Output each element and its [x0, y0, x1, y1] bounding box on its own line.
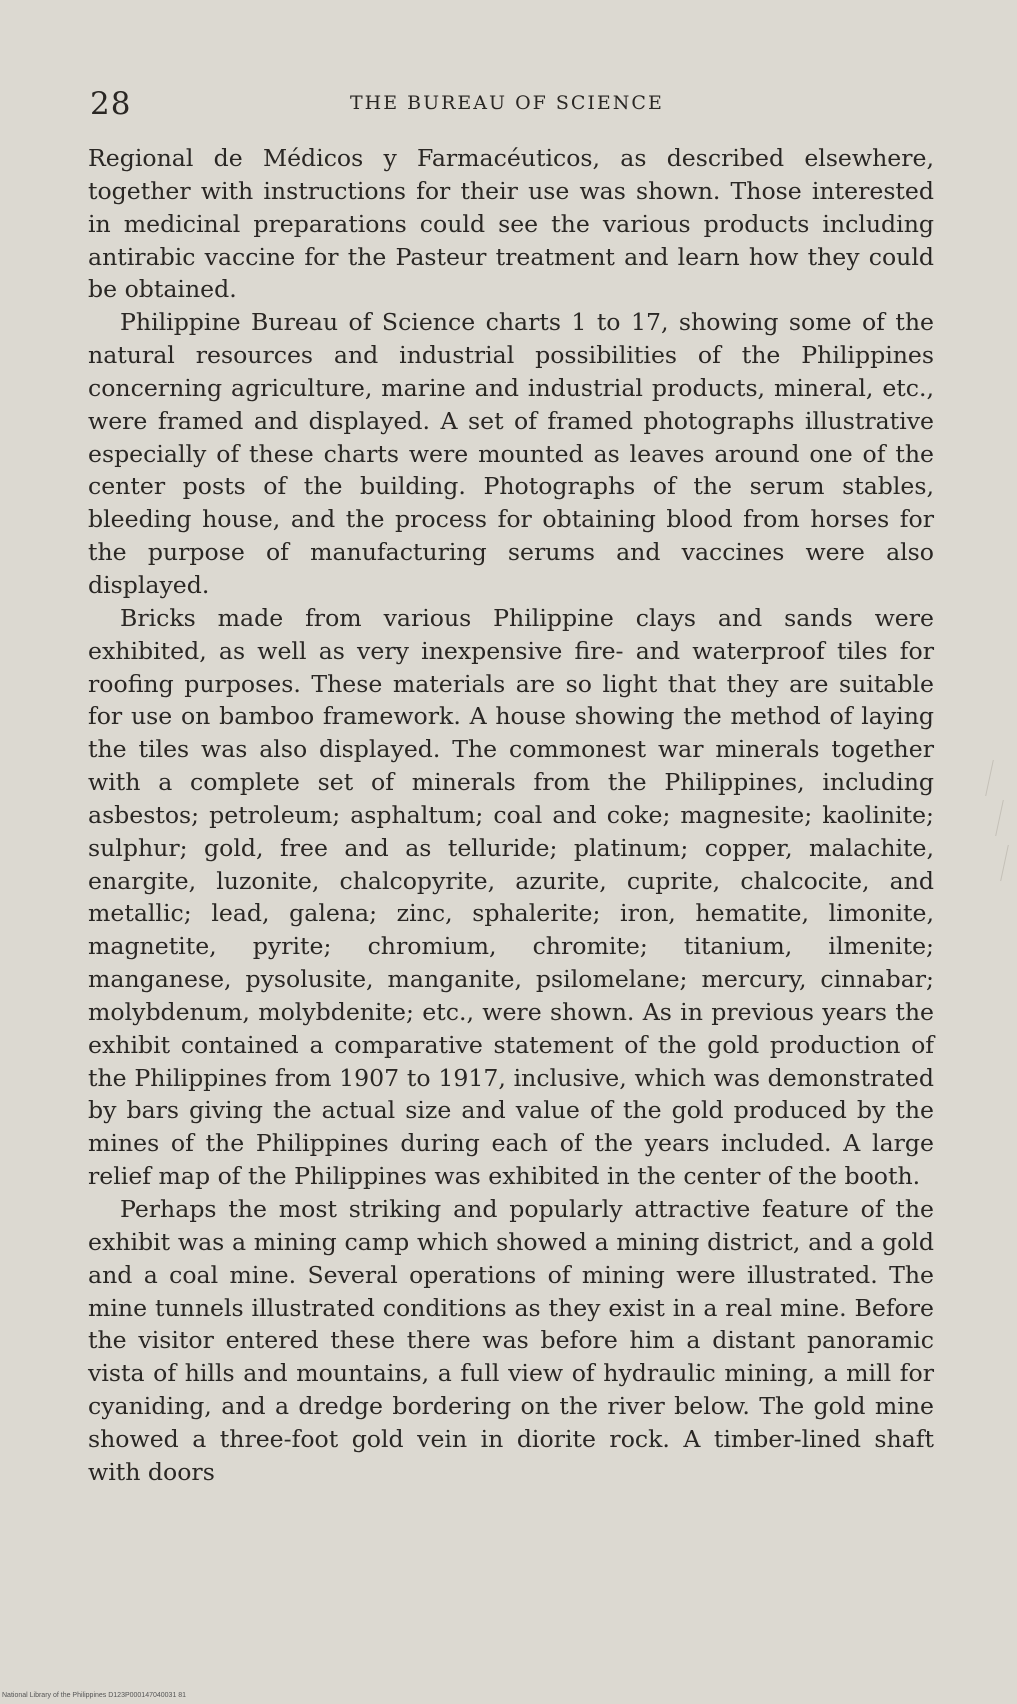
paragraph-4: Perhaps the most striking and popularly attractive feature of the exhibit was a mining camp which showed a mining district, and a gold and a coal mine. Several operations of mining were illustrated. The mine tunnels illustrated conditions as they exist in a real mine. Before the visitor entered these there was before him a distant panoramic vista of hills and mountains, a full view of hydraulic mining, a mill for cyaniding, and a dredge bordering on the river below. The gold mine showed a three-foot gold vein in diorite rock. A timber-lined shaft with doors — [88, 1195, 934, 1486]
paragraph-1: Regional de Médicos y Farmacéuticos, as described elsewhere, together with instructions for their use was shown. Those interested in medicinal preparations could see the various products including antirabic vaccine for the Pasteur treatment and learn how they could be obtained. — [88, 144, 934, 304]
page-header — [90, 86, 932, 126]
margin-pencil-mark — [971, 760, 994, 796]
page-number: 28 — [90, 86, 132, 122]
paragraph-3: Bricks made from various Philippine clays and sands were exhibited, as well as very inexpensive fire- and waterproof tiles for roofing purposes. These materials are so light that they are suitable for use on bamboo framework. A house showing the method of laying the tiles was also displayed. The commonest war minerals together with a complete set of minerals from the Philippines, including asbestos; petroleum; asphaltum; coal and coke; magnesite; kaolinite; sulphur; gold, free and as telluride; platinum; copper, malachite, enargite, luzonite, chalcopyrite, azurite, cuprite, chalcocite, and metallic; lead, galena; zinc, sphalerite; iron, hematite, limonite, magnetite, pyrite; chromium, chromite; titanium, ilmenite; manganese, pysolusite, manganite, psilomelane; mercury, cinnabar; molybdenum, molybdenite; etc., were shown. As in previous years the exhibit contained a comparative statement of the gold production of the Philippines from 1907 to 1917, inclusive, which was demonstrated by bars giving the actual size and value of the gold produced by the mines of the Philippines during each of the years included. A large relief map of the Philippines was exhibited in the center of the booth. — [88, 603, 934, 1191]
body-text — [88, 142, 934, 1489]
scan-credit-footer: National Library of the Philippines D123P000147040031 81 — [2, 1692, 187, 1699]
paragraph-2: Philippine Bureau of Science charts 1 to 17, showing some of the natural resources and industrial possibilities of the Philippines concerning agriculture, marine and industrial products, mineral, etc., were framed and displayed. A set of framed photographs illustrative especially of these charts were mounted as leaves around one of the center posts of the building. Photographs of the serum stables, bleeding house, and the process for obtaining blood from horses for the purpose of manufacturing serums and vaccines were also displayed. — [88, 308, 934, 599]
running-head: THE BUREAU OF SCIENCE — [350, 92, 664, 114]
margin-pencil-mark — [981, 800, 1004, 836]
margin-pencil-mark — [986, 845, 1009, 881]
